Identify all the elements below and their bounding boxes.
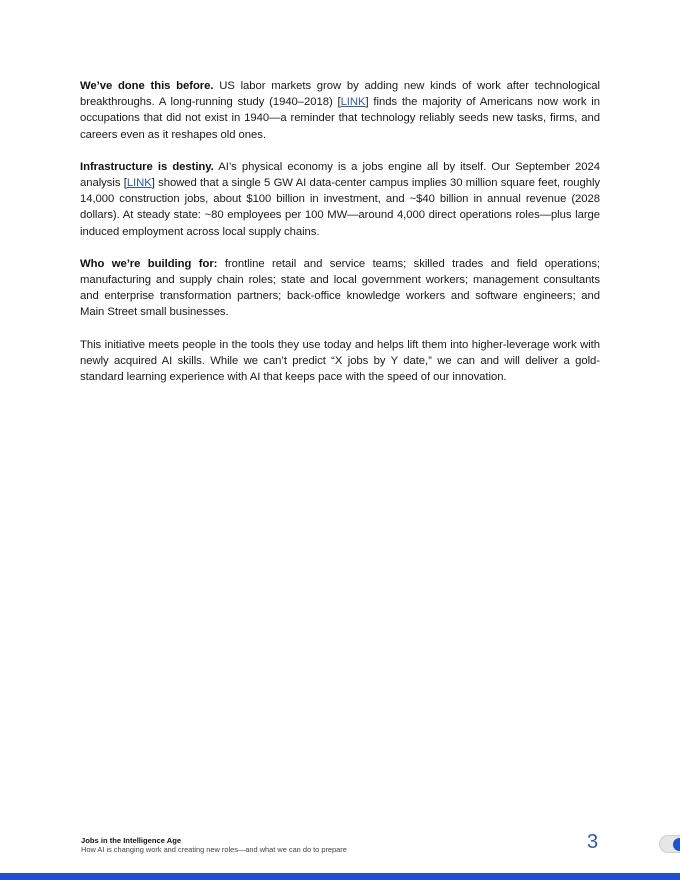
analysis-link[interactable]: LINK [126, 177, 152, 190]
accent-bar [0, 873, 680, 880]
paragraph-initiative [80, 337, 600, 386]
paragraph-lead: Infrastructure is destiny. [80, 160, 214, 173]
paragraph-text: frontline retail and service teams; skilled trades and field operations; manufacturing and supply chain roles; state and local government workers; management consultants and enterprise transformation partners; back-office knowledge workers and software engineers; and Main Street small businesses. [80, 257, 601, 319]
paragraph-text: This initiative meets people in the tools they use today and helps lift them into higher-leverage work with newly acquired AI skills. While we can’t predict “X jobs by Y date,” we can and will deliver a gold-standard learning experience with AI that keeps pace with the speed of our innovation. [80, 338, 600, 384]
toggle-knob-icon [673, 838, 680, 851]
paragraph-lead: We’ve done this before. [80, 80, 214, 92]
theme-toggle[interactable] [659, 835, 680, 853]
paragraph-text: ] showed that a single 5 GW AI data-center campus implies 30 million square feet, roughly 14,000 construction jobs, about $100 billion in investment, and ~$40 billion in annual revenue (2028 dollars). At steady state: ~80 employees per 100 MW—around 4,000 direct operations roles—plus large induced employment across local supply chains. [80, 177, 600, 238]
paragraph-audience [80, 256, 600, 321]
paragraph-text: US labor markets grow by adding new kinds of work after technological breakthroughs. A long-running study (1940–2018) [ [80, 80, 600, 109]
study-link[interactable]: LINK [340, 96, 366, 109]
footer-subtitle: How AI is changing work and creating new roles—and what we can do to prepare [81, 845, 347, 854]
page-number: 3 [587, 831, 599, 853]
paragraph-infrastructure [80, 159, 600, 240]
footer-title: Jobs in the Intelligence Age [81, 836, 182, 845]
document-body [80, 78, 600, 401]
paragraph-text: AI’s physical economy is a jobs engine all by itself. Our September 2024 analysis [ [80, 160, 600, 190]
paragraph-text: ] finds the majority of Americans now work in occupations that did not exist in 1940—a reminder that technology reliably seeds new tasks, firms, and careers even as it reshapes old ones. [80, 96, 600, 141]
paragraph-history [80, 78, 600, 143]
paragraph-lead: Who we’re building for: [80, 257, 218, 270]
